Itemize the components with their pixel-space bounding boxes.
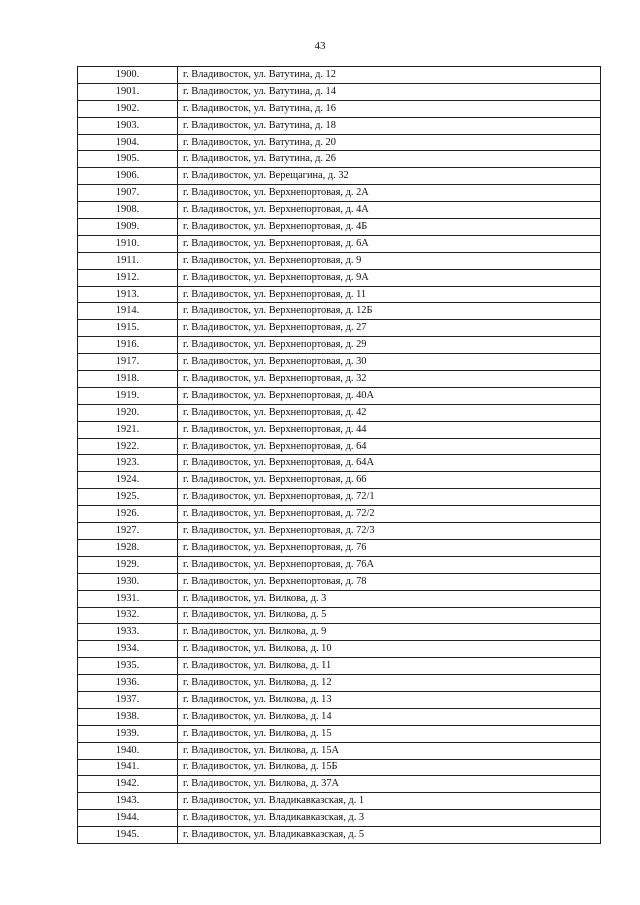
table-row bbox=[78, 117, 601, 134]
address-cell: г. Владивосток, ул. Верхнепортовая, д. 76 bbox=[178, 539, 601, 556]
table-row bbox=[78, 134, 601, 151]
address-cell: г. Владивосток, ул. Верхнепортовая, д. 30 bbox=[178, 354, 601, 371]
address-cell: г. Владивосток, ул. Вилкова, д. 12 bbox=[178, 675, 601, 692]
table-row bbox=[78, 759, 601, 776]
address-cell: г. Владивосток, ул. Вилкова, д. 13 bbox=[178, 691, 601, 708]
row-number-cell: 1939. bbox=[78, 725, 178, 742]
table-row bbox=[78, 252, 601, 269]
row-number-cell: 1942. bbox=[78, 776, 178, 793]
address-cell: г. Владивосток, ул. Вилкова, д. 37А bbox=[178, 776, 601, 793]
row-number-cell: 1914. bbox=[78, 303, 178, 320]
address-cell: г. Владивосток, ул. Верхнепортовая, д. 9 bbox=[178, 252, 601, 269]
table-row bbox=[78, 219, 601, 236]
table-row bbox=[78, 438, 601, 455]
address-cell: г. Владивосток, ул. Вилкова, д. 15Б bbox=[178, 759, 601, 776]
row-number-cell: 1917. bbox=[78, 354, 178, 371]
table-row bbox=[78, 202, 601, 219]
table-row bbox=[78, 624, 601, 641]
row-number-cell: 1910. bbox=[78, 235, 178, 252]
row-number-cell: 1922. bbox=[78, 438, 178, 455]
address-cell: г. Владивосток, ул. Верхнепортовая, д. 42 bbox=[178, 404, 601, 421]
table-row bbox=[78, 523, 601, 540]
table-row bbox=[78, 371, 601, 388]
table-row bbox=[78, 354, 601, 371]
address-cell: г. Владивосток, ул. Вилкова, д. 14 bbox=[178, 708, 601, 725]
table-row bbox=[78, 793, 601, 810]
row-number-cell: 1908. bbox=[78, 202, 178, 219]
address-cell: г. Владивосток, ул. Верхнепортовая, д. 76А bbox=[178, 556, 601, 573]
address-cell: г. Владивосток, ул. Владикавказская, д. 3 bbox=[178, 810, 601, 827]
address-cell: г. Владивосток, ул. Верхнепортовая, д. 9А bbox=[178, 269, 601, 286]
table-row bbox=[78, 641, 601, 658]
table-row bbox=[78, 67, 601, 84]
address-cell: г. Владивосток, ул. Вилкова, д. 15А bbox=[178, 742, 601, 759]
row-number-cell: 1941. bbox=[78, 759, 178, 776]
row-number-cell: 1913. bbox=[78, 286, 178, 303]
address-cell: г. Владивосток, ул. Верхнепортовая, д. 64 bbox=[178, 438, 601, 455]
address-cell: г. Владивосток, ул. Вилкова, д. 10 bbox=[178, 641, 601, 658]
row-number-cell: 1931. bbox=[78, 590, 178, 607]
address-cell: г. Владивосток, ул. Верещагина, д. 32 bbox=[178, 168, 601, 185]
table-row bbox=[78, 590, 601, 607]
row-number-cell: 1916. bbox=[78, 337, 178, 354]
row-number-cell: 1934. bbox=[78, 641, 178, 658]
row-number-cell: 1925. bbox=[78, 489, 178, 506]
address-cell: г. Владивосток, ул. Ватутина, д. 26 bbox=[178, 151, 601, 168]
table-row bbox=[78, 269, 601, 286]
address-cell: г. Владивосток, ул. Верхнепортовая, д. 11 bbox=[178, 286, 601, 303]
table-row bbox=[78, 100, 601, 117]
row-number-cell: 1901. bbox=[78, 83, 178, 100]
table-row bbox=[78, 607, 601, 624]
row-number-cell: 1932. bbox=[78, 607, 178, 624]
row-number-cell: 1926. bbox=[78, 506, 178, 523]
table-row bbox=[78, 573, 601, 590]
address-cell: г. Владивосток, ул. Ватутина, д. 12 bbox=[178, 67, 601, 84]
table-row bbox=[78, 404, 601, 421]
address-cell: г. Владивосток, ул. Верхнепортовая, д. 27 bbox=[178, 320, 601, 337]
row-number-cell: 1905. bbox=[78, 151, 178, 168]
row-number-cell: 1933. bbox=[78, 624, 178, 641]
table-row bbox=[78, 185, 601, 202]
row-number-cell: 1919. bbox=[78, 387, 178, 404]
address-cell: г. Владивосток, ул. Верхнепортовая, д. 12Б bbox=[178, 303, 601, 320]
row-number-cell: 1902. bbox=[78, 100, 178, 117]
table-row bbox=[78, 489, 601, 506]
table-row bbox=[78, 83, 601, 100]
address-cell: г. Владивосток, ул. Ватутина, д. 18 bbox=[178, 117, 601, 134]
row-number-cell: 1909. bbox=[78, 219, 178, 236]
address-cell: г. Владивосток, ул. Верхнепортовая, д. 66 bbox=[178, 472, 601, 489]
address-cell: г. Владивосток, ул. Верхнепортовая, д. 29 bbox=[178, 337, 601, 354]
row-number-cell: 1911. bbox=[78, 252, 178, 269]
address-table bbox=[77, 66, 601, 844]
row-number-cell: 1912. bbox=[78, 269, 178, 286]
table-row bbox=[78, 776, 601, 793]
address-cell: г. Владивосток, ул. Верхнепортовая, д. 40А bbox=[178, 387, 601, 404]
address-cell: г. Владивосток, ул. Ватутина, д. 20 bbox=[178, 134, 601, 151]
table-row bbox=[78, 472, 601, 489]
address-cell: г. Владивосток, ул. Верхнепортовая, д. 44 bbox=[178, 421, 601, 438]
row-number-cell: 1920. bbox=[78, 404, 178, 421]
row-number-cell: 1923. bbox=[78, 455, 178, 472]
table-row bbox=[78, 235, 601, 252]
address-cell: г. Владивосток, ул. Вилкова, д. 11 bbox=[178, 658, 601, 675]
address-cell: г. Владивосток, ул. Вилкова, д. 9 bbox=[178, 624, 601, 641]
row-number-cell: 1945. bbox=[78, 827, 178, 844]
row-number-cell: 1930. bbox=[78, 573, 178, 590]
row-number-cell: 1929. bbox=[78, 556, 178, 573]
row-number-cell: 1935. bbox=[78, 658, 178, 675]
row-number-cell: 1943. bbox=[78, 793, 178, 810]
address-cell: г. Владивосток, ул. Верхнепортовая, д. 2А bbox=[178, 185, 601, 202]
row-number-cell: 1940. bbox=[78, 742, 178, 759]
page-number: 43 bbox=[314, 40, 326, 52]
row-number-cell: 1904. bbox=[78, 134, 178, 151]
table-row bbox=[78, 337, 601, 354]
table-row bbox=[78, 387, 601, 404]
table-row bbox=[78, 658, 601, 675]
row-number-cell: 1907. bbox=[78, 185, 178, 202]
address-cell: г. Владивосток, ул. Верхнепортовая, д. 72/1 bbox=[178, 489, 601, 506]
table-row bbox=[78, 675, 601, 692]
address-cell: г. Владивосток, ул. Вилкова, д. 5 bbox=[178, 607, 601, 624]
address-cell: г. Владивосток, ул. Верхнепортовая, д. 64А bbox=[178, 455, 601, 472]
address-table-body bbox=[78, 67, 601, 844]
table-row bbox=[78, 742, 601, 759]
address-cell: г. Владивосток, ул. Вилкова, д. 15 bbox=[178, 725, 601, 742]
table-row bbox=[78, 725, 601, 742]
row-number-cell: 1928. bbox=[78, 539, 178, 556]
table-row bbox=[78, 421, 601, 438]
row-number-cell: 1936. bbox=[78, 675, 178, 692]
table-row bbox=[78, 827, 601, 844]
address-cell: г. Владивосток, ул. Верхнепортовая, д. 78 bbox=[178, 573, 601, 590]
address-cell: г. Владивосток, ул. Верхнепортовая, д. 4Б bbox=[178, 219, 601, 236]
address-cell: г. Владивосток, ул. Ватутина, д. 16 bbox=[178, 100, 601, 117]
table-row bbox=[78, 168, 601, 185]
address-cell: г. Владивосток, ул. Верхнепортовая, д. 32 bbox=[178, 371, 601, 388]
row-number-cell: 1938. bbox=[78, 708, 178, 725]
table-row bbox=[78, 539, 601, 556]
table-row bbox=[78, 320, 601, 337]
table-row bbox=[78, 691, 601, 708]
row-number-cell: 1944. bbox=[78, 810, 178, 827]
address-cell: г. Владивосток, ул. Владикавказская, д. 5 bbox=[178, 827, 601, 844]
address-cell: г. Владивосток, ул. Владикавказская, д. 1 bbox=[178, 793, 601, 810]
address-cell: г. Владивосток, ул. Верхнепортовая, д. 72/3 bbox=[178, 523, 601, 540]
row-number-cell: 1906. bbox=[78, 168, 178, 185]
table-row bbox=[78, 810, 601, 827]
address-cell: г. Владивосток, ул. Вилкова, д. 3 bbox=[178, 590, 601, 607]
row-number-cell: 1937. bbox=[78, 691, 178, 708]
table-row bbox=[78, 286, 601, 303]
row-number-cell: 1921. bbox=[78, 421, 178, 438]
row-number-cell: 1918. bbox=[78, 371, 178, 388]
address-cell: г. Владивосток, ул. Верхнепортовая, д. 6А bbox=[178, 235, 601, 252]
table-row bbox=[78, 303, 601, 320]
table-row bbox=[78, 708, 601, 725]
row-number-cell: 1903. bbox=[78, 117, 178, 134]
table-row bbox=[78, 455, 601, 472]
row-number-cell: 1915. bbox=[78, 320, 178, 337]
row-number-cell: 1927. bbox=[78, 523, 178, 540]
address-cell: г. Владивосток, ул. Верхнепортовая, д. 72/2 bbox=[178, 506, 601, 523]
table-row bbox=[78, 556, 601, 573]
address-cell: г. Владивосток, ул. Верхнепортовая, д. 4А bbox=[178, 202, 601, 219]
table-row bbox=[78, 506, 601, 523]
table-row bbox=[78, 151, 601, 168]
row-number-cell: 1900. bbox=[78, 67, 178, 84]
row-number-cell: 1924. bbox=[78, 472, 178, 489]
address-cell: г. Владивосток, ул. Ватутина, д. 14 bbox=[178, 83, 601, 100]
